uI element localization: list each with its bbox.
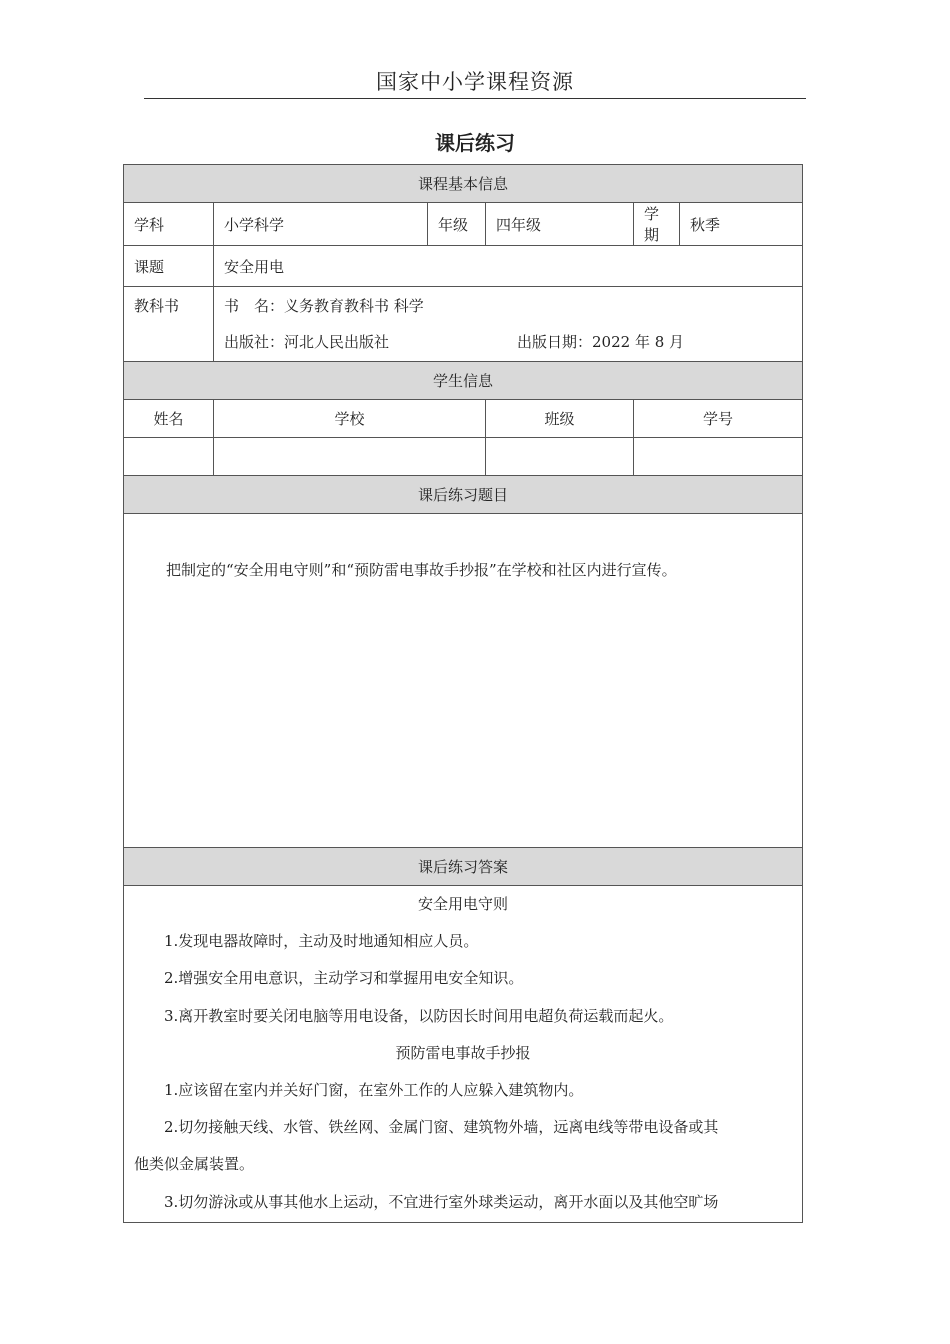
student-id-input-cell[interactable] [634, 438, 803, 476]
worksheet-table [123, 164, 803, 1223]
grade-label: 年级 [428, 203, 486, 246]
course-info-header: 课程基本信息 [124, 165, 803, 203]
site-header-title: 国家中小学课程资源 [376, 70, 574, 94]
school-input-cell[interactable] [214, 438, 486, 476]
subject-label: 学科 [124, 203, 214, 246]
page-title: 课后练习 [435, 131, 515, 155]
term-value: 秋季 [680, 203, 803, 246]
exercise-header: 课后练习题目 [124, 476, 803, 514]
publisher: 出版社：河北人民出版社 [224, 332, 390, 351]
grade-value: 四年级 [486, 203, 634, 246]
answer-item: 2.切勿接触天线、水管、铁丝网、金属门窗、建筑物外墙，远离电线等带电设备或其 [164, 1118, 719, 1137]
answer-item: 3.切勿游泳或从事其他水上运动，不宜进行室外球类运动，离开水面以及其他空旷场 [164, 1192, 719, 1211]
col-name: 姓名 [124, 400, 214, 438]
answer-item: 1.发现电器故障时，主动及时地通知相应人员。 [164, 932, 479, 951]
publish-date: 出版日期：2022 年 8 月 [517, 332, 685, 351]
student-info-header: 学生信息 [124, 362, 803, 400]
term-label: 学期 [634, 203, 680, 246]
answer-item-continuation: 他类似金属装置。 [134, 1155, 255, 1174]
answers-header: 课后练习答案 [124, 848, 803, 886]
class-input-cell[interactable] [486, 438, 634, 476]
answer-part1-title: 安全用电守则 [417, 895, 508, 913]
textbook-label-text: 教科书 [134, 296, 180, 315]
col-student-id: 学号 [634, 400, 803, 438]
publisher-row [224, 323, 792, 359]
answer-item: 1.应该留在室内并关好门窗，在室外工作的人应躲入建筑物内。 [164, 1081, 584, 1100]
col-school: 学校 [214, 400, 486, 438]
answers-body [124, 886, 803, 1223]
exercise-text: 把制定的“安全用电守则”和“预防雷电事故手抄报”在学校和社区内进行宣传。 [166, 561, 677, 579]
name-input-cell[interactable] [124, 438, 214, 476]
book-name: 书 名：义务教育教科书 科学 [224, 296, 424, 315]
topic-value: 安全用电 [214, 246, 803, 287]
answer-item: 2.增强安全用电意识，主动学习和掌握用电安全知识。 [164, 969, 524, 988]
header-divider [144, 98, 806, 99]
answer-item: 3.离开教室时要关闭电脑等用电设备，以防因长时间用电超负荷运载而起火。 [164, 1006, 674, 1025]
answer-part2-title: 预防雷电事故手抄报 [395, 1043, 531, 1062]
textbook-label [124, 287, 214, 362]
textbook-info [214, 287, 803, 362]
exercise-body [124, 514, 803, 848]
subject-value: 小学科学 [214, 203, 428, 246]
topic-label: 课题 [124, 246, 214, 287]
col-class: 班级 [486, 400, 634, 438]
